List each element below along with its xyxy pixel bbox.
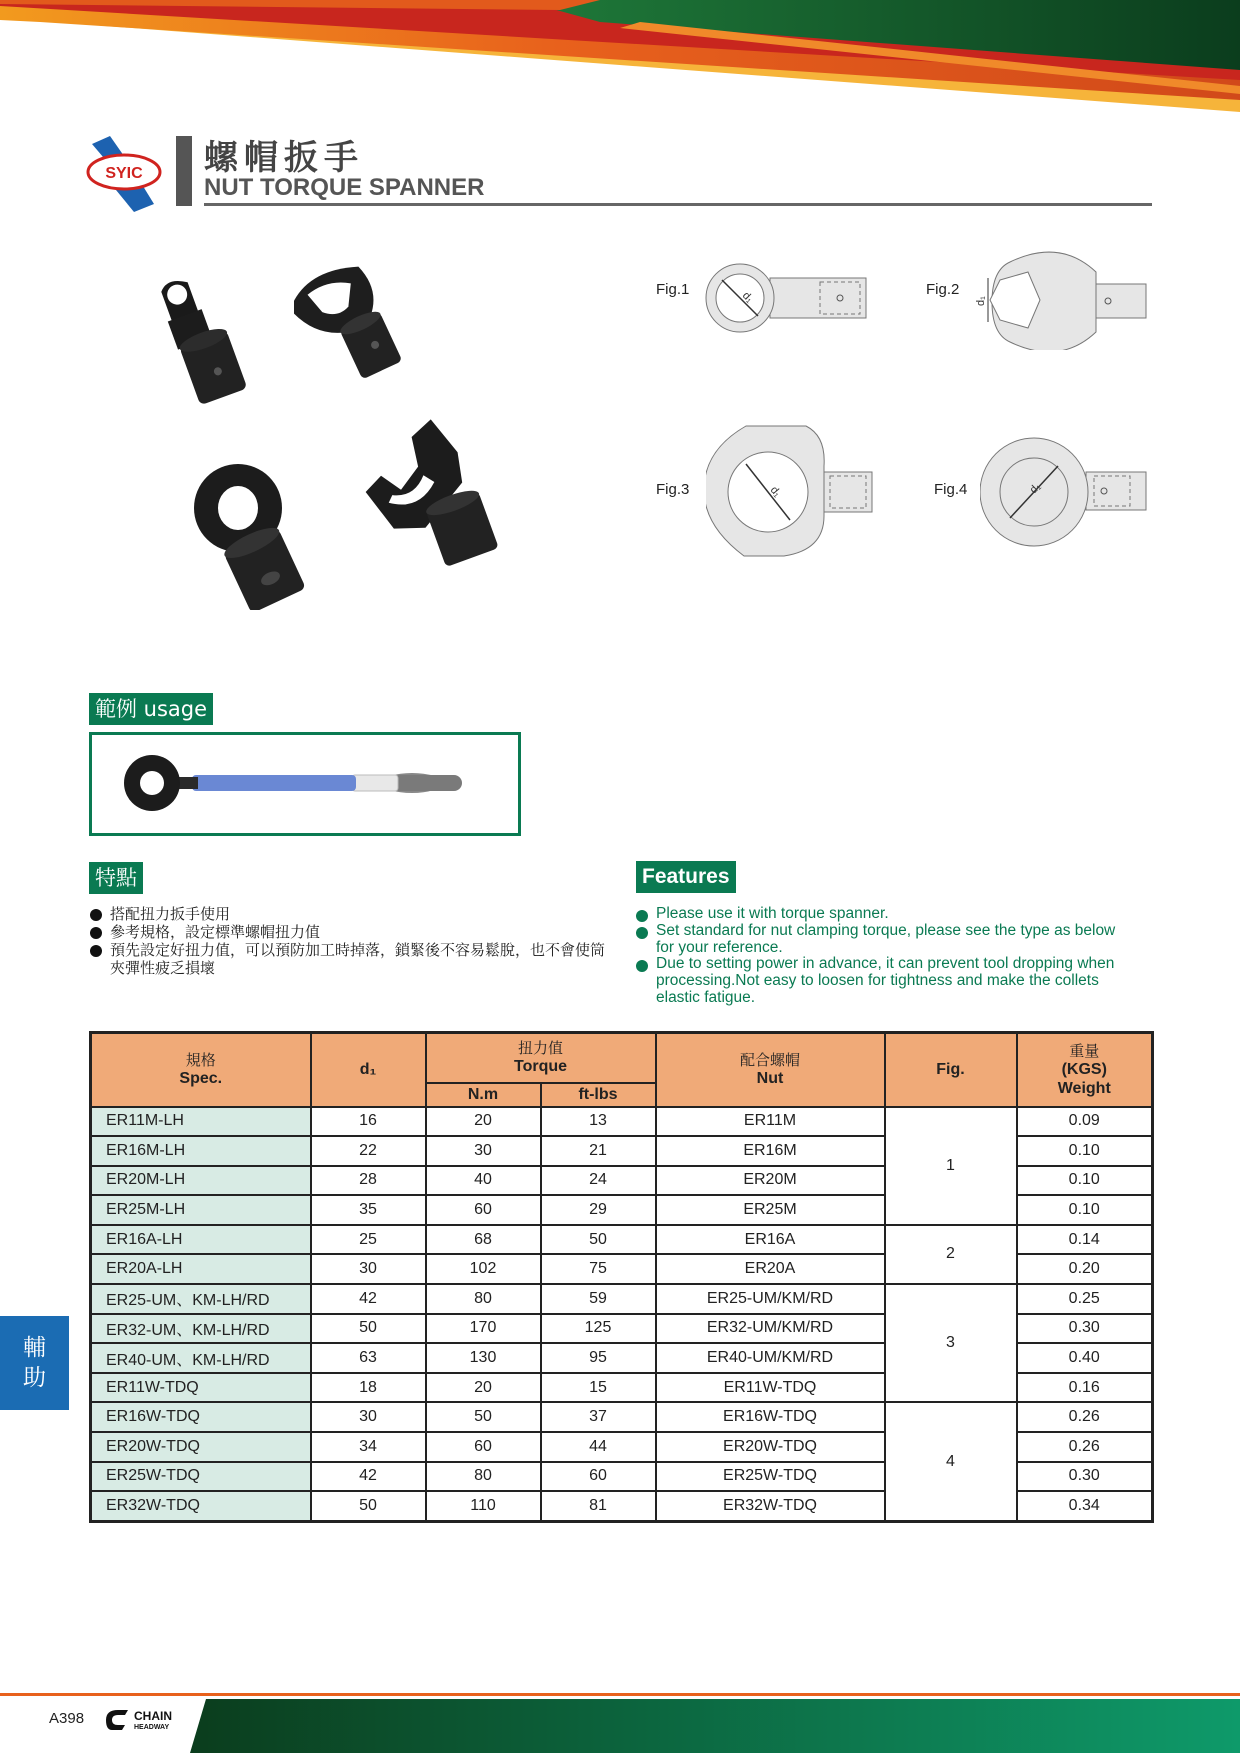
chain-headway-logo: [104, 1708, 184, 1732]
d1-cell: 42: [311, 1284, 426, 1314]
spec-cell: ER16M-LH: [91, 1136, 311, 1166]
weight-cell: 0.40: [1017, 1343, 1153, 1373]
d1-cell: 50: [311, 1314, 426, 1344]
table-row: [91, 1402, 1153, 1432]
torque-ftlbs-cell: 15: [541, 1373, 656, 1403]
torque-nm-cell: 110: [426, 1491, 541, 1521]
brand-line-1: CHAIN: [134, 1709, 172, 1723]
fig-cell: 4: [885, 1402, 1017, 1521]
fig2-drawing: [970, 250, 1150, 350]
header-nm: N.m: [426, 1083, 541, 1107]
nut-cell: ER11W-TDQ: [656, 1373, 885, 1403]
d1-cell: 50: [311, 1491, 426, 1521]
nut-cell: ER16M: [656, 1136, 885, 1166]
header-nut: 配合螺帽 Nut: [656, 1033, 885, 1107]
features-en-list: [636, 906, 1136, 1007]
spec-table: [89, 1031, 1154, 1523]
weight-cell: 0.10: [1017, 1166, 1153, 1196]
nut-cell: ER25-UM/KM/RD: [656, 1284, 885, 1314]
torque-ftlbs-cell: 24: [541, 1166, 656, 1196]
d1-cell: 30: [311, 1402, 426, 1432]
weight-cell: 0.30: [1017, 1462, 1153, 1492]
header-ftlbs: ft-lbs: [541, 1083, 656, 1107]
table-row: [91, 1284, 1153, 1314]
fig4-label: Fig.4: [934, 481, 968, 498]
table-row: [91, 1107, 1153, 1137]
page-number: A398: [49, 1710, 85, 1727]
page-title-cn: 螺帽扳手: [204, 138, 364, 178]
nut-cell: ER20M: [656, 1166, 885, 1196]
torque-ftlbs-cell: 13: [541, 1107, 656, 1137]
nut-cell: ER25M: [656, 1195, 885, 1225]
d1-cell: 22: [311, 1136, 426, 1166]
list-item: Please use it with torque spanner.: [636, 906, 1136, 923]
weight-cell: 0.16: [1017, 1373, 1153, 1403]
torque-ftlbs-cell: 50: [541, 1225, 656, 1255]
features-en-tag: Features: [636, 861, 736, 893]
weight-cell: 0.14: [1017, 1225, 1153, 1255]
weight-cell: 0.34: [1017, 1491, 1153, 1521]
spec-cell: ER40-UM、KM-LH/RD: [91, 1343, 311, 1373]
torque-nm-cell: 68: [426, 1225, 541, 1255]
weight-cell: 0.26: [1017, 1432, 1153, 1462]
spec-cell: ER25W-TDQ: [91, 1462, 311, 1492]
spec-cell: ER16W-TDQ: [91, 1402, 311, 1432]
weight-cell: 0.25: [1017, 1284, 1153, 1314]
spec-cell: ER32W-TDQ: [91, 1491, 311, 1521]
nut-cell: ER40-UM/KM/RD: [656, 1343, 885, 1373]
torque-ftlbs-cell: 29: [541, 1195, 656, 1225]
spec-cell: ER16A-LH: [91, 1225, 311, 1255]
spec-cell: ER20M-LH: [91, 1166, 311, 1196]
d1-cell: 18: [311, 1373, 426, 1403]
table-row: [91, 1225, 1153, 1255]
d1-cell: 30: [311, 1254, 426, 1284]
top-banner: [0, 0, 1240, 120]
torque-nm-cell: 80: [426, 1284, 541, 1314]
nut-cell: ER32-UM/KM/RD: [656, 1314, 885, 1344]
list-item: Due to setting power in advance, it can prevent tool dropping when processing.Not easy to loosen for tightness and make the collets elastic fatigue.: [636, 956, 1136, 1006]
torque-ftlbs-cell: 37: [541, 1402, 656, 1432]
torque-ftlbs-cell: 21: [541, 1136, 656, 1166]
weight-cell: 0.20: [1017, 1254, 1153, 1284]
header-torque: 扭力值 Torque: [426, 1033, 656, 1083]
list-item: 參考規格，設定標準螺帽扭力值: [90, 923, 610, 941]
fig3-dimension: d₁: [767, 484, 784, 500]
nut-cell: ER20W-TDQ: [656, 1432, 885, 1462]
fig1-drawing: [700, 258, 870, 338]
d1-cell: 16: [311, 1107, 426, 1137]
product-photo-flare-spanner: [150, 268, 270, 408]
fig1-dimension: d₁: [739, 289, 756, 306]
weight-cell: 0.10: [1017, 1136, 1153, 1166]
torque-nm-cell: 170: [426, 1314, 541, 1344]
side-tab-label-1: 輔: [23, 1335, 46, 1361]
d1-cell: 42: [311, 1462, 426, 1492]
spec-cell: ER25-UM、KM-LH/RD: [91, 1284, 311, 1314]
brand-line-2: HEADWAY: [134, 1724, 170, 1731]
torque-ftlbs-cell: 125: [541, 1314, 656, 1344]
nut-cell: ER32W-TDQ: [656, 1491, 885, 1521]
torque-nm-cell: 80: [426, 1462, 541, 1492]
torque-ftlbs-cell: 95: [541, 1343, 656, 1373]
page-title-en: NUT TORQUE SPANNER: [204, 174, 485, 201]
d1-cell: 35: [311, 1195, 426, 1225]
header-spec: 規格 Spec.: [91, 1033, 311, 1107]
torque-nm-cell: 20: [426, 1107, 541, 1137]
spec-cell: ER25M-LH: [91, 1195, 311, 1225]
list-item: Set standard for nut clamping torque, please see the type as below for your reference.: [636, 923, 1136, 957]
torque-nm-cell: 20: [426, 1373, 541, 1403]
features-cn-list: [90, 905, 610, 977]
fig4-drawing: [980, 432, 1150, 552]
fig2-dimension: d₁: [975, 296, 987, 306]
usage-image-box: [89, 732, 521, 836]
fig3-label: Fig.3: [656, 481, 690, 498]
product-photo-ring-spanner: [190, 460, 320, 610]
d1-cell: 34: [311, 1432, 426, 1462]
nut-cell: ER16W-TDQ: [656, 1402, 885, 1432]
torque-ftlbs-cell: 81: [541, 1491, 656, 1521]
header-weight: 重量 (KGS) Weight: [1017, 1033, 1153, 1107]
product-photo-hook-spanner: [362, 418, 512, 578]
nut-cell: ER25W-TDQ: [656, 1462, 885, 1492]
torque-nm-cell: 102: [426, 1254, 541, 1284]
footer-banner: [0, 1693, 1240, 1753]
torque-ftlbs-cell: 75: [541, 1254, 656, 1284]
list-item: 預先設定好扭力值，可以預防加工時掉落，鎖緊後不容易鬆脫，也不會使筒夾彈性疲乏損壞: [90, 941, 610, 977]
torque-nm-cell: 130: [426, 1343, 541, 1373]
fig2-label: Fig.2: [926, 281, 960, 298]
nut-cell: ER16A: [656, 1225, 885, 1255]
nut-cell: ER20A: [656, 1254, 885, 1284]
torque-ftlbs-cell: 60: [541, 1462, 656, 1492]
torque-ftlbs-cell: 59: [541, 1284, 656, 1314]
fig3-drawing: [706, 424, 876, 558]
logo-text: SYIC: [105, 165, 143, 182]
header-d1: d₁: [311, 1033, 426, 1107]
torque-nm-cell: 30: [426, 1136, 541, 1166]
torque-nm-cell: 60: [426, 1195, 541, 1225]
torque-ftlbs-cell: 44: [541, 1432, 656, 1462]
fig-cell: 3: [885, 1284, 1017, 1402]
torque-nm-cell: 40: [426, 1166, 541, 1196]
side-tab-auxiliary[interactable]: [0, 1316, 69, 1410]
product-photo-open-end-spanner: [294, 262, 424, 392]
fig-cell: 1: [885, 1107, 1017, 1225]
spec-cell: ER20A-LH: [91, 1254, 311, 1284]
spec-cell: ER20W-TDQ: [91, 1432, 311, 1462]
weight-cell: 0.26: [1017, 1402, 1153, 1432]
d1-cell: 28: [311, 1166, 426, 1196]
weight-cell: 0.09: [1017, 1107, 1153, 1137]
fig4-dimension: d₁: [1027, 480, 1044, 497]
list-item: 搭配扭力扳手使用: [90, 905, 610, 923]
usage-tag: 範例 usage: [89, 693, 213, 725]
usage-wrench-photo: [92, 735, 518, 833]
d1-cell: 63: [311, 1343, 426, 1373]
side-tab-label-2: 助: [23, 1365, 46, 1391]
title-rule: [204, 203, 1152, 206]
torque-nm-cell: 60: [426, 1432, 541, 1462]
spec-cell: ER11M-LH: [91, 1107, 311, 1137]
spec-cell: ER32-UM、KM-LH/RD: [91, 1314, 311, 1344]
torque-nm-cell: 50: [426, 1402, 541, 1432]
features-cn-tag: 特點: [89, 862, 143, 894]
header-fig: Fig.: [885, 1033, 1017, 1107]
d1-cell: 25: [311, 1225, 426, 1255]
weight-cell: 0.10: [1017, 1195, 1153, 1225]
weight-cell: 0.30: [1017, 1314, 1153, 1344]
syic-logo: [86, 134, 166, 214]
spec-cell: ER11W-TDQ: [91, 1373, 311, 1403]
title-accent-bar: [176, 136, 192, 206]
nut-cell: ER11M: [656, 1107, 885, 1137]
fig1-label: Fig.1: [656, 281, 690, 298]
fig-cell: 2: [885, 1225, 1017, 1284]
